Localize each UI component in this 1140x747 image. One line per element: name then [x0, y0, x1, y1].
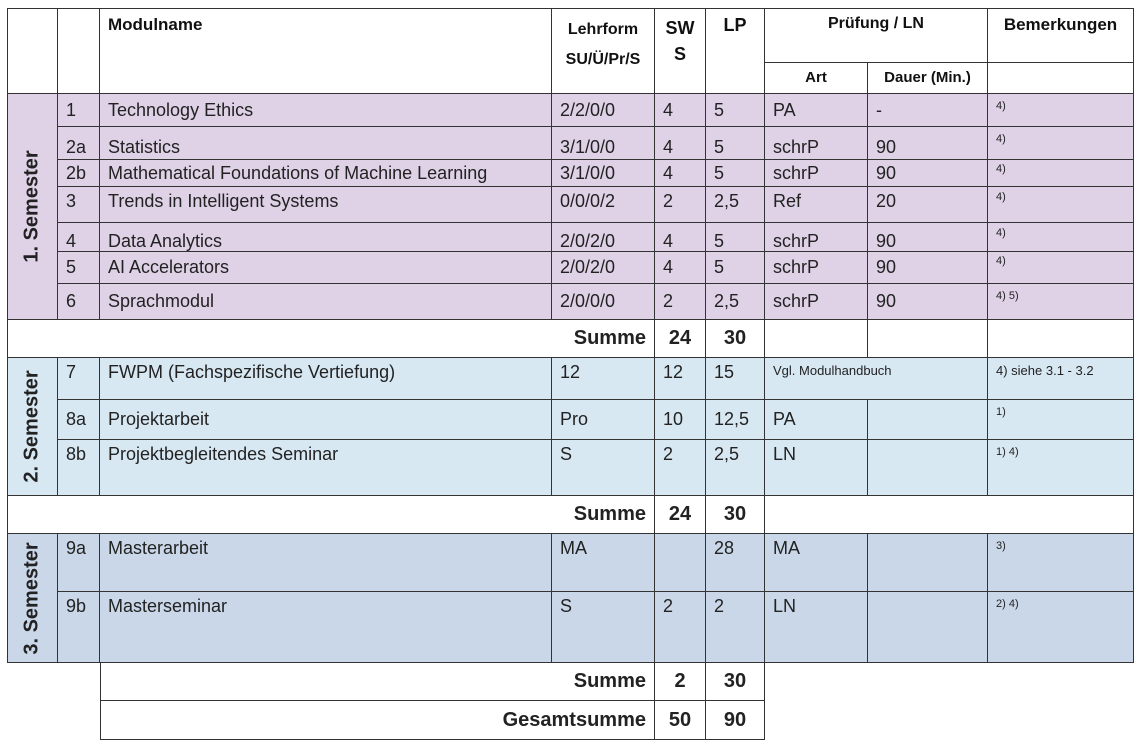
lp: 5: [706, 127, 765, 160]
art: LN: [765, 592, 868, 663]
summe-1-sws: 24: [655, 320, 706, 358]
bemerkung: 4): [988, 94, 1134, 127]
module-name: Projektarbeit: [100, 400, 552, 440]
dauer: [868, 440, 988, 496]
summe-3-lp: 30: [706, 663, 765, 701]
module-name: Data Analytics: [100, 223, 552, 252]
lehrform: 0/0/0/2: [552, 187, 655, 223]
dauer: 90: [868, 284, 988, 320]
summe-1-dauer: [868, 320, 988, 358]
summe-3-label: Summe: [100, 663, 655, 701]
table-row: 6: [58, 284, 100, 320]
header-art: Art: [765, 63, 868, 94]
lp: 5: [706, 223, 765, 252]
dauer: [868, 592, 988, 663]
module-name: Masterseminar: [100, 592, 552, 663]
table-row: 2b: [58, 160, 100, 187]
art: schrP: [765, 160, 868, 187]
sws: 4: [655, 160, 706, 187]
bemerkung: 4): [988, 160, 1134, 187]
dauer: [868, 534, 988, 592]
lehrform: 3/1/0/0: [552, 127, 655, 160]
bemerkung: 4): [988, 187, 1134, 223]
header-modulname: Modulname: [100, 8, 552, 94]
semester-2-text: 2. Semester: [21, 370, 44, 483]
bemerkung: 4): [988, 252, 1134, 284]
lp: 15: [706, 358, 765, 400]
semester-2-label: [7, 358, 58, 496]
sws: 10: [655, 400, 706, 440]
summe-2-sws: 24: [655, 496, 706, 534]
dauer: 90: [868, 252, 988, 284]
lp: 28: [706, 534, 765, 592]
module-name: Mathematical Foundations of Machine Learning: [100, 160, 552, 187]
lp: 12,5: [706, 400, 765, 440]
summe-1-bem: [988, 320, 1134, 358]
table-row: 9a: [58, 534, 100, 592]
table-row: 9b: [58, 592, 100, 663]
lp: 5: [706, 160, 765, 187]
table-row: 1: [58, 94, 100, 127]
summe-2-label: Summe: [7, 496, 655, 534]
lehrform: MA: [552, 534, 655, 592]
gesamtsumme-label: Gesamtsumme: [100, 701, 655, 740]
header-lehrform-line2: SU/Ü/Pr/S: [565, 51, 641, 68]
summe-1-label: Summe: [7, 320, 655, 358]
dauer: 90: [868, 160, 988, 187]
table-row: 7: [58, 358, 100, 400]
header-dauer: Dauer (Min.): [868, 63, 988, 94]
gesamtsumme-sws: 50: [655, 701, 706, 740]
art-merged: Vgl. Modulhandbuch: [765, 358, 988, 400]
header-sws-line1: SW: [665, 18, 695, 38]
lp: 2,5: [706, 187, 765, 223]
lp: 2,5: [706, 440, 765, 496]
art: Ref: [765, 187, 868, 223]
header-nr: [58, 8, 100, 94]
art: schrP: [765, 252, 868, 284]
sws: 4: [655, 223, 706, 252]
art: PA: [765, 400, 868, 440]
semester-1-label: [7, 94, 58, 320]
art: PA: [765, 94, 868, 127]
summe-1-art: [765, 320, 868, 358]
lehrform: 2/0/2/0: [552, 252, 655, 284]
bemerkung: 4): [988, 223, 1134, 252]
sws: [655, 534, 706, 592]
module-name: Masterarbeit: [100, 534, 552, 592]
lehrform: 12: [552, 358, 655, 400]
sws: 4: [655, 94, 706, 127]
sws: 2: [655, 187, 706, 223]
art: LN: [765, 440, 868, 496]
sws: 4: [655, 252, 706, 284]
dauer: 90: [868, 223, 988, 252]
module-name: Projektbegleitendes Seminar: [100, 440, 552, 496]
module-name: AI Accelerators: [100, 252, 552, 284]
header-lehrform: [552, 8, 655, 94]
dauer: [868, 400, 988, 440]
lehrform: 2/0/0/0: [552, 284, 655, 320]
table-row: 8b: [58, 440, 100, 496]
table-row: 8a: [58, 400, 100, 440]
lp: 2,5: [706, 284, 765, 320]
lp: 2: [706, 592, 765, 663]
lehrform: S: [552, 440, 655, 496]
lehrform: Pro: [552, 400, 655, 440]
bemerkung: 2) 4): [988, 592, 1134, 663]
summe-3-sws: 2: [655, 663, 706, 701]
art: schrP: [765, 284, 868, 320]
lehrform: 2/0/2/0: [552, 223, 655, 252]
sws: 2: [655, 592, 706, 663]
dauer: -: [868, 94, 988, 127]
summe-2-lp: 30: [706, 496, 765, 534]
art: schrP: [765, 223, 868, 252]
sws: 2: [655, 284, 706, 320]
header-lehrform-line1: Lehrform: [567, 21, 639, 38]
gesamtsumme-lp: 90: [706, 701, 765, 740]
module-name: Statistics: [100, 127, 552, 160]
sws: 4: [655, 127, 706, 160]
bemerkung: 3): [988, 534, 1134, 592]
table-row: 5: [58, 252, 100, 284]
lehrform: S: [552, 592, 655, 663]
module-name: Sprachmodul: [100, 284, 552, 320]
header-pruefung: Prüfung / LN: [765, 8, 988, 63]
bemerkung: 4) siehe 3.1 - 3.2: [988, 358, 1134, 400]
table-row: 2a: [58, 127, 100, 160]
semester-1-text: 1. Semester: [21, 150, 44, 263]
header-corner: [7, 8, 58, 94]
art: MA: [765, 534, 868, 592]
summe-1-lp: 30: [706, 320, 765, 358]
header-sws-line2: S: [673, 44, 686, 64]
lehrform: 2/2/0/0: [552, 94, 655, 127]
lehrform: 3/1/0/0: [552, 160, 655, 187]
semester-3-label: [7, 534, 58, 663]
bemerkung: 4): [988, 127, 1134, 160]
lp: 5: [706, 252, 765, 284]
table-row: 4: [58, 223, 100, 252]
bemerkung: 4) 5): [988, 284, 1134, 320]
sws: 2: [655, 440, 706, 496]
semester-3-text: 3. Semester: [21, 541, 44, 655]
sws: 12: [655, 358, 706, 400]
bemerkung: 1): [988, 400, 1134, 440]
header-bemerkungen: Bemerkungen: [988, 8, 1134, 63]
summe-2-rest: [765, 496, 1134, 534]
module-name: Trends in Intelligent Systems: [100, 187, 552, 223]
header-bem-sub: [988, 63, 1134, 94]
table-row: 3: [58, 187, 100, 223]
module-name: FWPM (Fachspezifische Vertiefung): [100, 358, 552, 400]
dauer: 20: [868, 187, 988, 223]
art: schrP: [765, 127, 868, 160]
header-lp: LP: [706, 8, 765, 94]
lp: 5: [706, 94, 765, 127]
bemerkung: 1) 4): [988, 440, 1134, 496]
header-sws: [655, 8, 706, 94]
dauer: 90: [868, 127, 988, 160]
module-name: Technology Ethics: [100, 94, 552, 127]
